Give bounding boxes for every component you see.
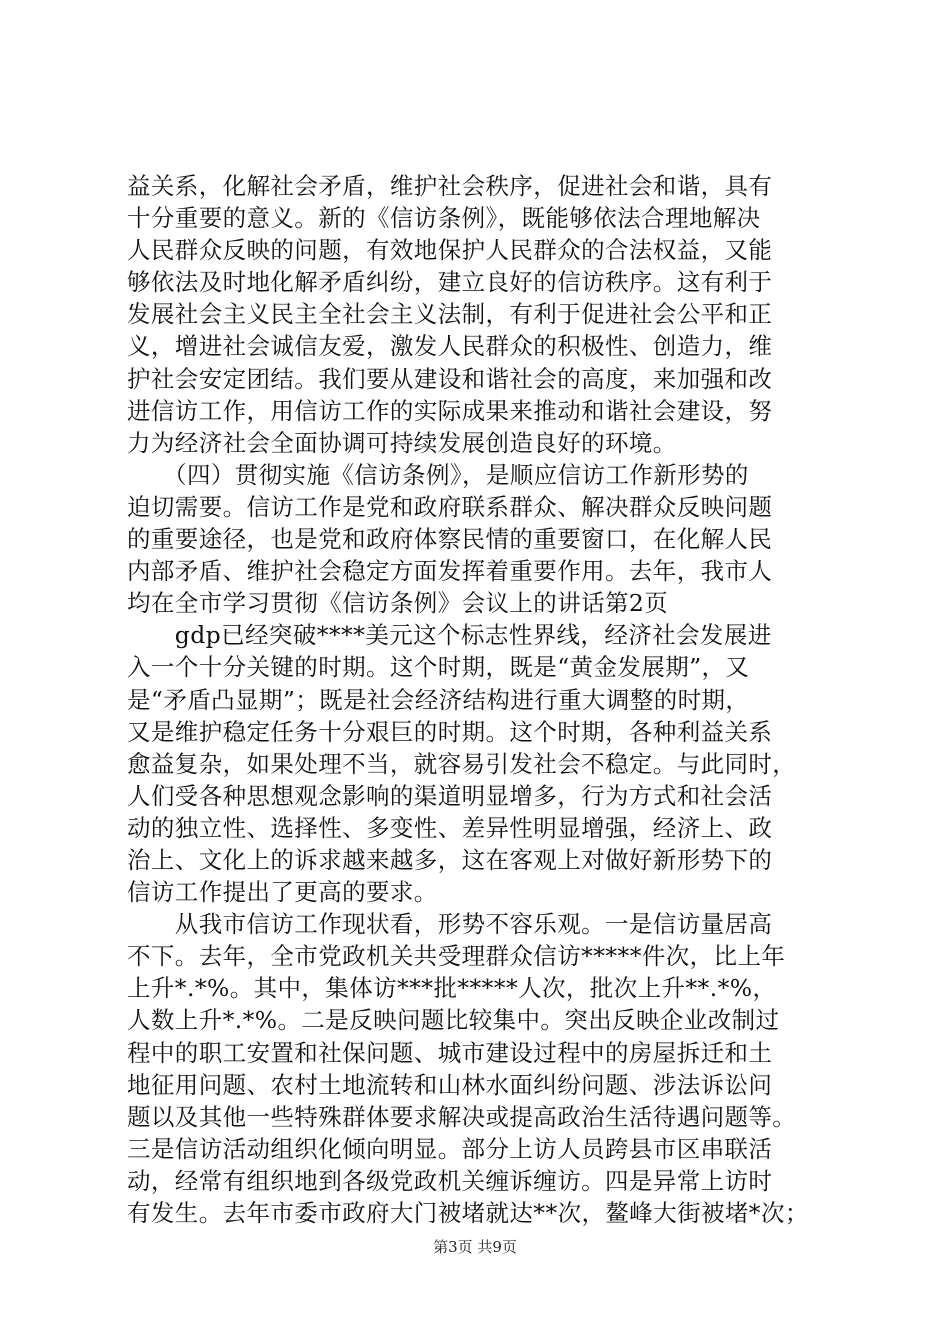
text-line: 又是维护稳定任务十分艰巨的时期。这个时期，各种利益关系 <box>127 717 773 746</box>
text-line: 是“矛盾凸显期”；既是社会经济结构进行重大调整的时期， <box>127 685 750 714</box>
text-line: 进信访工作，用信访工作的实际成果来推动和谐社会建设，努 <box>127 396 773 425</box>
text-line: 人数上升*.*%。二是反映问题比较集中。突出反映企业改制过 <box>127 1006 780 1035</box>
text-line: 力为经济社会全面协调可持续发展创造良好的环境。 <box>127 428 677 457</box>
text-line: 迫切需要。信访工作是党和政府联系群众、解决群众反映问题 <box>127 492 773 521</box>
text-line: gdp已经突破****美元这个标志性界线，经济社会发展进 <box>127 621 772 650</box>
text-line: 人民群众反映的问题，有效地保护人民群众的合法权益，又能 <box>127 236 773 265</box>
text-line: 上升*.*%。其中，集体访***批*****人次，批次上升**.*%， <box>127 974 777 1003</box>
body-text <box>127 170 837 1229</box>
text-line: 治上、文化上的诉求越来越多，这在客观上对做好新形势下的 <box>127 845 773 874</box>
text-line: 发展社会主义民主全社会主义法制，有利于促进社会公平和正 <box>127 300 773 329</box>
page-number: 第3页 共9页 <box>433 1238 517 1256</box>
text-line: 动，经常有组织地到各级党政机关缠诉缠访。四是异常上访时 <box>127 1166 773 1195</box>
text-line: 地征用问题、农村土地流转和山林水面纠纷问题、涉法诉讼问 <box>127 1070 773 1099</box>
page-footer <box>0 1237 950 1257</box>
text-line: 愈益复杂，如果处理不当，就容易引发社会不稳定。与此同时， <box>127 749 797 778</box>
text-line: 十分重要的意义。新的《信访条例》，既能够依法合理地解决 <box>127 204 761 233</box>
text-line: 人们受各种思想观念影响的渠道明显增多，行为方式和社会活 <box>127 781 773 810</box>
text-line: 护社会安定团结。我们要从建设和谐社会的高度，来加强和改 <box>127 364 773 393</box>
text-line: 从我市信访工作现状看，形势不容乐观。一是信访量居高 <box>127 910 773 939</box>
text-line: 的重要途径，也是党和政府体察民情的重要窗口，在化解人民 <box>127 525 773 554</box>
text-line: 有发生。去年市委市政府大门被堵就达**次，鳌峰大街被堵*次； <box>127 1199 809 1227</box>
text-line: （四）贯彻实施《信访条例》，是顺应信访工作新形势的 <box>127 460 749 489</box>
text-line: 益关系，化解社会矛盾，维护社会秩序，促进社会和谐，具有 <box>127 172 773 200</box>
text-line: 均在全市学习贯彻《信访条例》会议上的讲话第2页 <box>127 589 669 618</box>
text-line: 入一个十分关键的时期。这个时期，既是“黄金发展期”，又 <box>127 653 750 682</box>
text-line: 题以及其他一些特殊群体要求解决或提高政治生活待遇问题等。 <box>127 1102 797 1131</box>
text-line: 不下。去年，全市党政机关共受理群众信访*****件次，比上年 <box>127 942 786 971</box>
text-line: 三是信访活动组织化倾向明显。部分上访人员跨县市区串联活 <box>127 1134 773 1163</box>
text-line: 义，增进社会诚信友爱，激发人民群众的积极性、创造力，维 <box>127 332 773 361</box>
text-line: 内部矛盾、维护社会稳定方面发挥着重要作用。去年，我市人 <box>127 557 773 586</box>
text-line: 信访工作提出了更高的要求。 <box>127 878 438 907</box>
text-line: 程中的职工安置和社保问题、城市建设过程中的房屋拆迁和土 <box>127 1038 773 1067</box>
text-line: 够依法及时地化解矛盾纠纷，建立良好的信访秩序。这有利于 <box>127 268 773 297</box>
text-line: 动的独立性、选择性、多变性、差异性明显增强，经济上、政 <box>127 813 773 842</box>
